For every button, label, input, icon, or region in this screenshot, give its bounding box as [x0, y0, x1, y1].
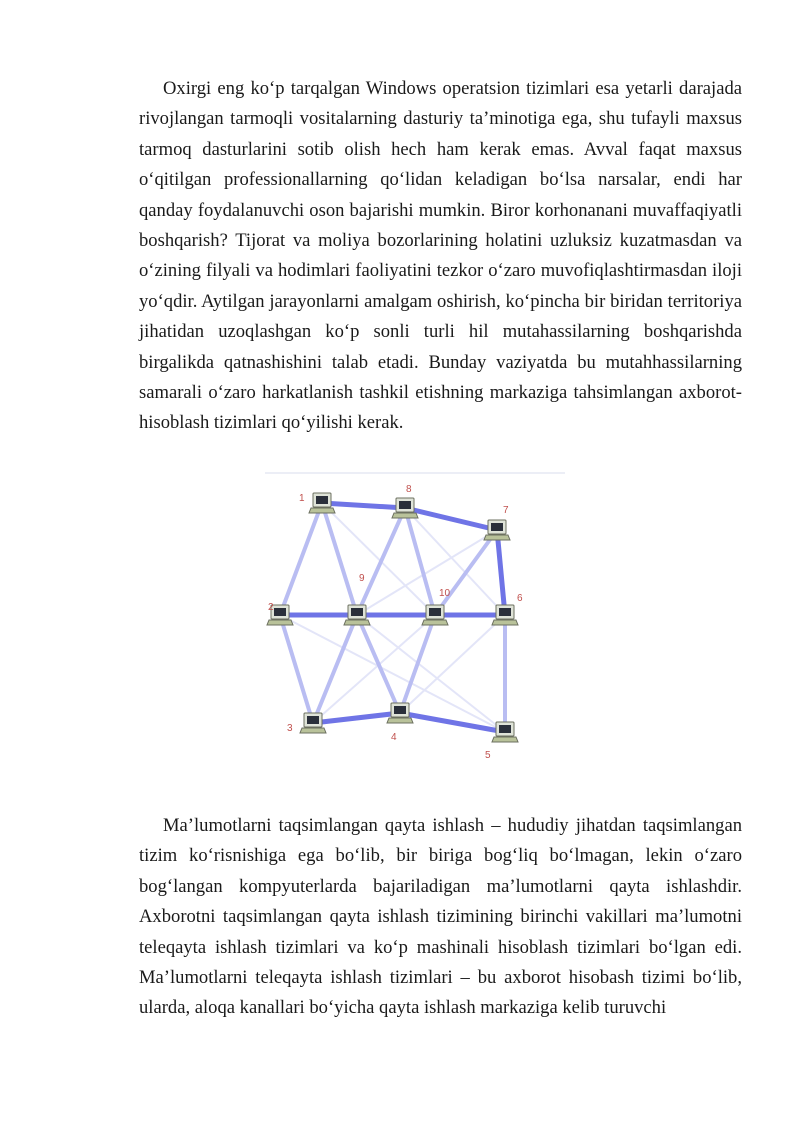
paragraph-2: Ma’lumotlarni taqsimlangan qayta ishlash – hududiy jihatdan taqsimlangan tizim ko‘risnishiga ega bo‘lib, bir biriga bog‘liq bo‘lmagan, lekin o‘zaro bog‘langan kompyuterlarda bajariladigan ma’lumotlarni qayta ishlashdir. Axborotni taqsimlangan qayta ishlash tizimining birinchi vakillari ma’lumotni teleqayta ishlash tizimlari va ko‘p mashinali hisoblash tizimlari bo‘lgan edi. Ma’lumotlarni teleqayta ishlash tizimlari – bu axborot hisobash tizimi bo‘lib, ularda, aloqa kanallari bo‘yicha qayta ishlash markaziga kelib turuvchi: [139, 815, 742, 1019]
network-diagram: [265, 470, 565, 775]
computer-icon: [344, 605, 370, 625]
node-label-10: 10: [439, 588, 451, 599]
node-label-9: 9: [359, 573, 365, 584]
node-label-3: 3: [287, 723, 293, 734]
paragraph-1: Oxirgi eng ko‘p tarqalgan Windows operatsion tizimlari esa yetarli darajada rivojlangan tarmoqli vositalarning dasturiy ta’minotiga ega, shu tufayli maxsus tarmoq dasturlarini sotib olish hech ham kerak emas. Avval faqat maxsus o‘qitilgan professionallarning qo‘lidan keladigan bo‘lsa narsalar, endi har qanday foydalanuvchi oson bajarishi mumkin. Biror korhonanani muvaffaqiyatli boshqarish? Tijorat va moliya bozorlarining holatini uzluksiz kuzatmasdan va o‘zining filyali va hodimlari faoliyatini tezkor o‘zaro muvofiqlashtirmasdan iloji yo‘qdir. Aytilgan jarayonlarni amalgam oshirish, ko‘pincha bir biridan territoriya jihatidan uzoqlashgan ko‘p sonli turli hil mutahassilarning boshqarishda birgalikda qatnashishini talab etadi. Bunday vaziyatda bu mutahhassilarning samarali o‘zaro harkatlanish tashkil etishning markaziga tahsimlangan axborot-hisoblash tizimlari qo‘yilishi kerak.: [139, 78, 742, 434]
node-label-6: 6: [517, 593, 523, 604]
link-strong: [405, 508, 497, 530]
computer-icon: [484, 520, 510, 540]
network-diagram-svg: [265, 470, 565, 775]
computer-icon: [387, 703, 413, 723]
computer-icon: [392, 498, 418, 518]
computer-icon: [300, 713, 326, 733]
node-label-1: 1: [299, 493, 305, 504]
link-light: [357, 615, 400, 713]
computer-icon: [492, 722, 518, 742]
computer-icon: [492, 605, 518, 625]
link-light: [313, 615, 357, 723]
link-strong: [313, 713, 400, 723]
link-strong: [497, 530, 505, 615]
node-label-8: 8: [406, 484, 412, 495]
link-strong: [400, 713, 505, 732]
computer-icon: [309, 493, 335, 513]
node-label-7: 7: [503, 505, 509, 516]
node-label-2: 2: [268, 602, 274, 613]
link-light: [280, 615, 313, 723]
node-label-4: 4: [391, 732, 397, 743]
link-light: [357, 508, 405, 615]
link-light: [435, 530, 497, 615]
link-light: [280, 503, 322, 615]
link-strong: [322, 503, 405, 508]
node-label-5: 5: [485, 750, 491, 761]
computer-icon: [422, 605, 448, 625]
